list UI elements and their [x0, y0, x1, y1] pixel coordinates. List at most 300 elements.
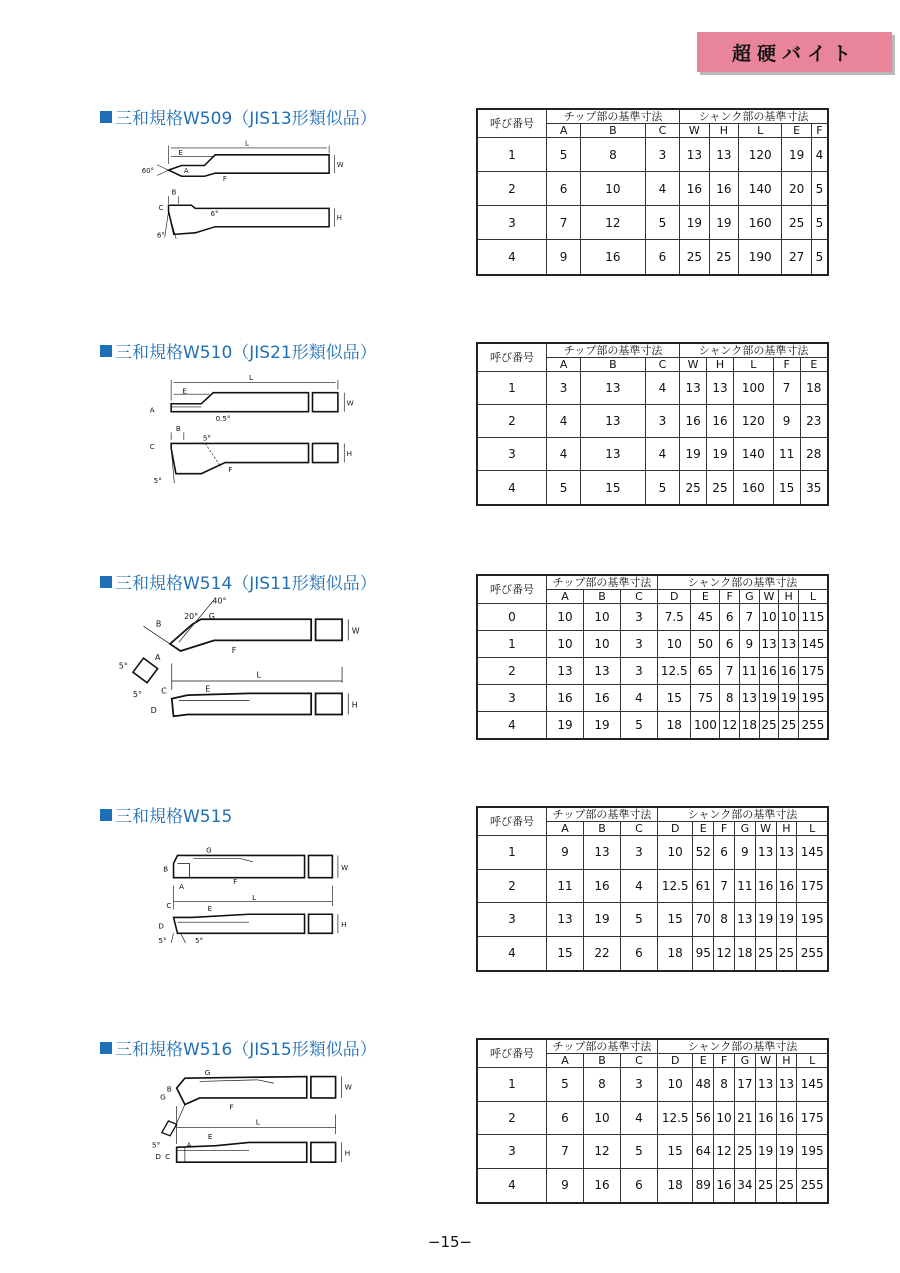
- dim-label-D: D: [150, 705, 157, 715]
- bullet-square-icon: [100, 111, 112, 123]
- dim-label-H: H: [341, 919, 347, 929]
- cell: 13: [759, 630, 779, 657]
- table-row: [477, 1101, 828, 1135]
- cell: 12: [720, 711, 740, 739]
- cell: 100: [691, 711, 720, 739]
- chip-header: チップ部の基準寸法: [547, 1039, 658, 1054]
- cell: 19: [755, 903, 776, 937]
- col-header: F: [714, 822, 735, 836]
- cell: 11: [734, 869, 755, 903]
- cell: 13: [581, 372, 645, 405]
- cell: 13: [581, 438, 645, 471]
- cell: 5: [621, 711, 658, 739]
- col-header: C: [645, 124, 679, 138]
- dim-label-E: E: [205, 684, 211, 694]
- dim-label-F: F: [222, 174, 227, 183]
- shank-header: シャンク部の基準寸法: [680, 343, 828, 358]
- cell: 10: [581, 172, 645, 206]
- cell: 9: [740, 630, 760, 657]
- cell: 11: [740, 657, 760, 684]
- number-header: 呼び番号: [477, 575, 547, 604]
- section-title-text: 三和規格W510（JIS21形類似品）: [115, 343, 377, 363]
- table-row: [477, 630, 828, 657]
- cell: 19: [547, 711, 584, 739]
- cell: 4: [547, 405, 581, 438]
- cell: 16: [759, 657, 779, 684]
- cell: 120: [734, 405, 774, 438]
- cell: 19: [584, 903, 621, 937]
- section-title-text: 三和規格W514（JIS11形類似品）: [115, 574, 377, 594]
- cell: 9: [547, 1168, 584, 1203]
- cell: 13: [680, 138, 709, 172]
- cell: 16: [680, 405, 707, 438]
- table-row: [477, 903, 828, 937]
- cell-no: 1: [477, 630, 547, 657]
- cell: 13: [584, 836, 621, 870]
- cell: 52: [693, 836, 714, 870]
- table-row: [477, 657, 828, 684]
- number-header: 呼び番号: [477, 343, 547, 372]
- dimension-table-w516: [476, 1038, 829, 1204]
- dim-label-L: L: [248, 372, 253, 382]
- cell: 12.5: [658, 657, 691, 684]
- shank-header: シャンク部の基準寸法: [658, 1039, 829, 1054]
- cell: 16: [714, 1168, 735, 1203]
- col-header: L: [797, 1054, 828, 1068]
- dim-label-W: W: [351, 626, 360, 636]
- cell-no: 4: [477, 471, 547, 505]
- cell: 19: [782, 138, 811, 172]
- section-title: [100, 104, 377, 129]
- shank-header: シャンク部の基準寸法: [680, 109, 828, 124]
- cell-no: 4: [477, 240, 547, 275]
- col-header: F: [720, 590, 740, 604]
- cell: 8: [584, 1068, 621, 1102]
- cell: 3: [621, 630, 658, 657]
- cell: 5: [547, 138, 581, 172]
- cell-no: 1: [477, 138, 547, 172]
- tool-drawing-w516: [100, 1065, 390, 1205]
- cell-no: 2: [477, 405, 547, 438]
- col-header: A: [547, 124, 581, 138]
- col-header: G: [740, 590, 760, 604]
- table-row: [477, 206, 828, 240]
- cell: 19: [759, 684, 779, 711]
- cell-no: 3: [477, 1135, 547, 1169]
- cell: 145: [798, 630, 828, 657]
- cell: 16: [755, 1101, 776, 1135]
- cell: 25: [709, 240, 738, 275]
- cell: 10: [658, 1068, 693, 1102]
- table-row: [477, 604, 828, 631]
- col-header: F: [811, 124, 828, 138]
- bullet-square-icon: [100, 345, 112, 357]
- cell: 10: [547, 630, 584, 657]
- cell: 10: [584, 1101, 621, 1135]
- angle-label-2: 6°: [210, 210, 219, 218]
- cell: 4: [645, 438, 679, 471]
- dim-label-G: G: [208, 612, 215, 622]
- cell: 16: [707, 405, 734, 438]
- table-row: [477, 240, 828, 275]
- cell-no: 3: [477, 903, 547, 937]
- col-header: L: [739, 124, 782, 138]
- side-view-outline: [172, 693, 311, 716]
- cell: 4: [811, 138, 828, 172]
- cell: 50: [691, 630, 720, 657]
- cell: 190: [739, 240, 782, 275]
- cell: 19: [755, 1135, 776, 1169]
- cell: 3: [621, 657, 658, 684]
- col-header: C: [645, 358, 679, 372]
- cell: 8: [581, 138, 645, 172]
- cell: 255: [798, 711, 828, 739]
- cell: 25: [782, 206, 811, 240]
- cell: 35: [800, 471, 828, 505]
- cell: 140: [739, 172, 782, 206]
- cell: 17: [734, 1068, 755, 1102]
- table-row: [477, 869, 828, 903]
- cell: 16: [680, 172, 709, 206]
- col-header: G: [734, 1054, 755, 1068]
- cell: 12: [581, 206, 645, 240]
- cell: 25: [680, 240, 709, 275]
- dim-label-A: A: [183, 167, 189, 176]
- section-title: [100, 1035, 377, 1060]
- col-header: A: [547, 590, 584, 604]
- cell: 8: [720, 684, 740, 711]
- cell: 9: [773, 405, 800, 438]
- col-header: E: [691, 590, 720, 604]
- number-header: 呼び番号: [477, 109, 547, 138]
- dim-label-C: C: [166, 900, 172, 910]
- cell: 7: [547, 206, 581, 240]
- col-header: H: [779, 590, 799, 604]
- cell-no: 2: [477, 657, 547, 684]
- number-header: 呼び番号: [477, 1039, 547, 1068]
- cell: 4: [645, 372, 679, 405]
- dim-label-H: H: [346, 449, 353, 459]
- cell: 255: [797, 936, 828, 971]
- cell: 3: [621, 604, 658, 631]
- col-header: C: [621, 1054, 658, 1068]
- dim-label-W: W: [341, 862, 349, 872]
- angle-label-3: 5°: [118, 661, 128, 671]
- section-title-text: 三和規格W516（JIS15形類似品）: [115, 1040, 377, 1060]
- col-header: H: [707, 358, 734, 372]
- cell: 7: [547, 1135, 584, 1169]
- cell: 13: [547, 903, 584, 937]
- category-tab: [697, 32, 892, 72]
- dim-label-W: W: [344, 1082, 352, 1092]
- cell: 13: [709, 138, 738, 172]
- table-row: [477, 405, 828, 438]
- col-header: D: [658, 822, 693, 836]
- cell: 56: [693, 1101, 714, 1135]
- dim-label-F: F: [229, 1102, 234, 1112]
- section-title: [100, 338, 377, 363]
- cell: 45: [691, 604, 720, 631]
- cell: 5: [645, 206, 679, 240]
- cell: 255: [797, 1168, 828, 1203]
- table-row: [477, 936, 828, 971]
- cell: 7.5: [658, 604, 691, 631]
- col-header: E: [693, 822, 714, 836]
- col-header: B: [584, 822, 621, 836]
- cell: 13: [779, 630, 799, 657]
- cell: 61: [693, 869, 714, 903]
- col-header: W: [759, 590, 779, 604]
- cell: 13: [547, 657, 584, 684]
- col-header: W: [755, 1054, 776, 1068]
- cell: 15: [773, 471, 800, 505]
- bullet-square-icon: [100, 576, 112, 588]
- cell: 175: [797, 869, 828, 903]
- dim-label-A: A: [179, 881, 184, 891]
- cell: 65: [691, 657, 720, 684]
- cell: 27: [782, 240, 811, 275]
- col-header: H: [776, 1054, 797, 1068]
- tool-drawing-w510: [100, 372, 390, 507]
- dimension-table-w510: [476, 342, 829, 506]
- section-w510: [0, 338, 900, 518]
- cell: 19: [707, 438, 734, 471]
- cell: 4: [621, 869, 658, 903]
- col-header: H: [776, 822, 797, 836]
- chip-header: チップ部の基準寸法: [547, 343, 680, 358]
- angle-label-1: 5°: [158, 935, 167, 945]
- col-header: C: [621, 590, 658, 604]
- cell: 8: [714, 1068, 735, 1102]
- cell-no: 0: [477, 604, 547, 631]
- cell: 6: [714, 836, 735, 870]
- chip-header: チップ部の基準寸法: [547, 109, 680, 124]
- col-header: L: [734, 358, 774, 372]
- col-header: W: [755, 822, 776, 836]
- section-w509: [0, 104, 900, 284]
- dim-label-H: H: [336, 213, 342, 222]
- cell: 13: [707, 372, 734, 405]
- cell: 13: [776, 836, 797, 870]
- cell: 19: [779, 684, 799, 711]
- cell: 3: [621, 836, 658, 870]
- cell-no: 1: [477, 372, 547, 405]
- angle-label-1: 60°: [141, 167, 154, 176]
- table-row: [477, 1068, 828, 1102]
- dim-label-L: L: [245, 139, 249, 148]
- cell: 18: [658, 1168, 693, 1203]
- cell: 19: [776, 903, 797, 937]
- cell: 28: [800, 438, 828, 471]
- cell: 25: [776, 1168, 797, 1203]
- side-view-outline: [169, 205, 330, 234]
- col-header: E: [800, 358, 828, 372]
- cell: 10: [714, 1101, 735, 1135]
- dim-label-B: B: [175, 423, 181, 433]
- cell: 21: [734, 1101, 755, 1135]
- cell-no: 3: [477, 206, 547, 240]
- cell: 4: [645, 172, 679, 206]
- cell: 5: [547, 1068, 584, 1102]
- table-row: [477, 1168, 828, 1203]
- chip-header: チップ部の基準寸法: [547, 575, 658, 590]
- cell: 10: [547, 604, 584, 631]
- cell: 10: [584, 630, 621, 657]
- cell: 160: [734, 471, 774, 505]
- dim-label-L: L: [252, 892, 257, 902]
- dim-label-F: F: [231, 645, 237, 655]
- side-view-outline: [174, 914, 305, 933]
- cell: 15: [581, 471, 645, 505]
- dim-label-C: C: [161, 686, 167, 696]
- col-header: H: [709, 124, 738, 138]
- table-row: [477, 471, 828, 505]
- cell: 6: [547, 172, 581, 206]
- cell: 19: [776, 1135, 797, 1169]
- cell: 11: [773, 438, 800, 471]
- cell: 13: [755, 836, 776, 870]
- cell: 5: [811, 240, 828, 275]
- cell: 3: [621, 1068, 658, 1102]
- cell: 48: [693, 1068, 714, 1102]
- dimension-table-w509: [476, 108, 829, 276]
- cell: 6: [621, 1168, 658, 1203]
- cell: 25: [779, 711, 799, 739]
- top-view-outline: [171, 393, 308, 412]
- table-row: [477, 138, 828, 172]
- cell: 16: [779, 657, 799, 684]
- cell-no: 2: [477, 172, 547, 206]
- cell-no: 4: [477, 1168, 547, 1203]
- dimension-table-w514: [476, 574, 829, 740]
- table-row: [477, 372, 828, 405]
- col-header: B: [581, 358, 645, 372]
- cell: 12: [714, 936, 735, 971]
- cell-no: 1: [477, 836, 547, 870]
- cell-no: 4: [477, 936, 547, 971]
- cell-no: 4: [477, 711, 547, 739]
- cell: 7: [714, 869, 735, 903]
- dim-label-E: E: [182, 386, 187, 396]
- dim-label-G: G: [206, 845, 212, 855]
- cell: 16: [584, 684, 621, 711]
- cell-no: 3: [477, 684, 547, 711]
- angle-label-2: 20°: [184, 612, 199, 622]
- dim-label-C: C: [165, 1151, 171, 1161]
- cell: 160: [739, 206, 782, 240]
- cell: 6: [645, 240, 679, 275]
- cell: 4: [621, 684, 658, 711]
- cell: 25: [680, 471, 707, 505]
- dim-label-L: L: [256, 670, 261, 680]
- side-view-outline: [171, 443, 308, 473]
- cell: 16: [584, 1168, 621, 1203]
- section-w516: [0, 1035, 900, 1215]
- table-row: [477, 684, 828, 711]
- dim-label-D: D: [155, 1151, 161, 1161]
- cell: 25: [734, 1135, 755, 1169]
- dimension-table-w515: [476, 806, 829, 972]
- col-header: E: [693, 1054, 714, 1068]
- cell: 10: [658, 836, 693, 870]
- table-row: [477, 711, 828, 739]
- dim-label-B: B: [166, 1084, 172, 1094]
- angle-label-4: 5°: [132, 689, 142, 699]
- angle-label-2: 5°: [202, 433, 212, 443]
- angle-label-1: 0.5°: [215, 414, 231, 424]
- tool-drawing-w509: [100, 138, 390, 268]
- col-header: B: [581, 124, 645, 138]
- cell: 5: [811, 172, 828, 206]
- cell: 23: [800, 405, 828, 438]
- angle-label-1: 40°: [212, 596, 227, 606]
- cell: 5: [547, 471, 581, 505]
- cell: 5: [621, 1135, 658, 1169]
- col-header: A: [547, 1054, 584, 1068]
- angle-label-3: 6°: [157, 231, 165, 240]
- cell: 20: [782, 172, 811, 206]
- cell: 34: [734, 1168, 755, 1203]
- dim-label-B: B: [155, 619, 162, 629]
- dim-label-G: G: [204, 1067, 211, 1077]
- dim-label-F: F: [233, 877, 238, 887]
- cell: 12: [584, 1135, 621, 1169]
- cell: 195: [798, 684, 828, 711]
- cell: 18: [740, 711, 760, 739]
- cell: 13: [755, 1068, 776, 1102]
- cell: 11: [547, 869, 584, 903]
- cell: 18: [800, 372, 828, 405]
- shank-header: シャンク部の基準寸法: [658, 807, 829, 822]
- cell: 7: [740, 604, 760, 631]
- cell: 15: [658, 903, 693, 937]
- section-title: [100, 802, 232, 827]
- cell: 19: [709, 206, 738, 240]
- cell: 175: [798, 657, 828, 684]
- cell: 4: [547, 438, 581, 471]
- cell: 9: [547, 240, 581, 275]
- angle-label-2: 5°: [194, 935, 204, 945]
- cell: 115: [798, 604, 828, 631]
- chip-header: チップ部の基準寸法: [547, 807, 658, 822]
- cell: 9: [547, 836, 584, 870]
- cell: 25: [755, 1168, 776, 1203]
- col-header: D: [658, 590, 691, 604]
- col-header: L: [798, 590, 828, 604]
- cell: 15: [658, 1135, 693, 1169]
- cell: 25: [776, 936, 797, 971]
- cell: 25: [755, 936, 776, 971]
- cell: 6: [720, 630, 740, 657]
- cell: 100: [734, 372, 774, 405]
- cell: 9: [734, 836, 755, 870]
- cell-no: 2: [477, 1101, 547, 1135]
- cell: 6: [547, 1101, 584, 1135]
- cell: 5: [645, 471, 679, 505]
- cell: 6: [720, 604, 740, 631]
- table-row: [477, 1135, 828, 1169]
- dim-label-A: A: [186, 1140, 192, 1150]
- cell: 12: [714, 1135, 735, 1169]
- cell: 195: [797, 1135, 828, 1169]
- cell: 10: [759, 604, 779, 631]
- col-header: L: [797, 822, 828, 836]
- col-header: F: [714, 1054, 735, 1068]
- cell: 19: [584, 711, 621, 739]
- cell: 10: [584, 604, 621, 631]
- col-header: D: [658, 1054, 693, 1068]
- col-header: F: [773, 358, 800, 372]
